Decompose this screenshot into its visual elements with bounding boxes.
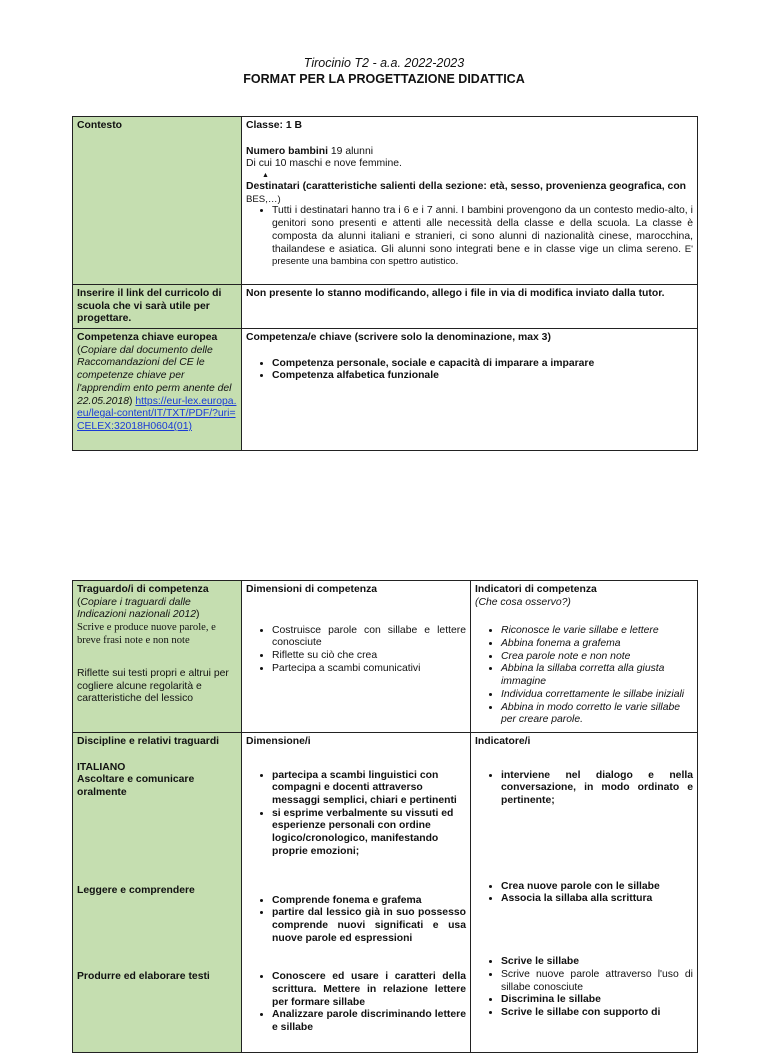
indicatore-heading: Indicatore/i <box>475 736 531 747</box>
ascoltare-label: Ascoltare e comunicare oralmente <box>77 774 195 799</box>
contesto-value-cell <box>242 117 698 285</box>
list-item: • partecipa a scambi linguistici con compagni e docenti attraverso messaggi semplici, chiari e pertinenti <box>272 770 466 808</box>
list-item: • Conoscere ed usare i caratteri della scrittura. Mettere in relazione lettere per formare sillabe <box>272 971 466 1009</box>
list-item: • partire dal lessico già in suo possesso comprende nuovi significati e usa nuove parole ed espressioni <box>272 907 466 945</box>
list-item: • Crea nuove parole con le sillabe <box>501 881 693 894</box>
competenza-label-cell <box>73 329 242 451</box>
list-item: • Abbina fonema a grafema <box>501 638 693 651</box>
list-item: • Scrive le sillabe <box>501 956 693 969</box>
traguardo-note: (Copiare i traguardi dalle Indicazioni nazionali 2012) <box>77 596 200 621</box>
list-item: • Abbina in modo corretto le varie sillabe per creare parole. <box>501 702 693 727</box>
di-cui-text: Di cui 10 maschi e nove femmine. <box>246 158 402 170</box>
produrre-dim-list <box>246 971 466 1034</box>
document-title: FORMAT PER LA PROGETTAZIONE DIDATTICA <box>243 72 525 86</box>
ascoltare-ind-list <box>475 770 693 808</box>
ascoltare-dim-list <box>246 770 466 859</box>
produrre-ind-list <box>475 956 693 1019</box>
list-item: • Competenza alfabetica funzionale <box>272 370 693 383</box>
contesto-label: Contesto <box>77 120 123 131</box>
list-item: • si esprime verbalmente su vissuti ed esperienze personali con ordine logico/cronologico, manifestando proprie emozioni; <box>272 808 466 859</box>
celex-link[interactable]: https://eur-lex.europa.eu/legal-content/IT/TXT/PDF/?uri=CELEX:32018H0604(01) <box>77 395 237 432</box>
competence-table <box>72 580 698 1053</box>
traguardo-label: Traguardo/i di competenza <box>77 584 209 595</box>
dimensione-cell <box>242 733 471 1053</box>
destinatari-tail: BES,…) <box>246 193 281 205</box>
list-item: • Individua correttamente le sillabe iniziali <box>501 689 693 702</box>
destinatari-label: Destinatari (caratteristiche salienti della sezione: età, sesso, provenienza geografica, con <box>246 181 687 193</box>
list-item: • Partecipa a scambi comunicativi <box>272 663 466 676</box>
subject-italiano: ITALIANO <box>77 761 126 773</box>
competenza-value-cell <box>242 329 698 451</box>
contesto-label-cell <box>73 117 242 285</box>
list-item: • Crea parole note e non note <box>501 651 693 664</box>
list-item: • interviene nel dialogo e nella conversazione, in modo ordinato e pertinente; <box>501 770 693 808</box>
arrow-up-icon: ▲ <box>262 172 269 180</box>
curricolo-value-cell <box>242 285 698 329</box>
curricolo-label: Inserire il link del curricolo di scuola che vi sarà utile per progettare. <box>77 288 222 325</box>
list-item: • Riconosce le varie sillabe e lettere <box>501 625 693 638</box>
indicatori-cell <box>471 581 698 733</box>
list-item: • Competenza personale, sociale e capacità di imparare a imparare <box>272 358 693 371</box>
dimensioni-list <box>246 625 466 676</box>
leggere-dim-list <box>246 895 466 946</box>
list-item: • Scrive nuove parole attraverso l'uso di sillabe conosciute <box>501 969 693 994</box>
list-item: • Scrive le sillabe con supporto di <box>501 1007 693 1020</box>
competenza-heading: Competenza/e chiave (scrivere solo la denominazione, max 3) <box>246 332 551 344</box>
context-table <box>72 116 698 451</box>
indicatori-subheading: (Che cosa osservo?) <box>475 596 571 608</box>
list-item: • Associa la sillaba alla scrittura <box>501 893 693 906</box>
list-item: • Analizzare parole discriminando lettere e sillabe <box>272 1009 466 1034</box>
list-item: • Costruisce parole con sillabe e lettere conosciute <box>272 625 466 650</box>
competenza-note: (Copiare dal documento delle Raccomandazioni del CE le competenze chiave per l'apprendim ento perm anente del 22.05.2018) https://eur-lex.europa.eu/legal-content/IT/TXT/PDF/?uri=CELEX:32018H0604(01) <box>77 344 237 432</box>
leggere-label: Leggere e comprendere <box>77 884 195 896</box>
produrre-label: Produrre ed elaborare testi <box>77 971 210 983</box>
competenze-list <box>246 358 693 383</box>
traguardo-cell <box>73 581 242 733</box>
discipline-cell <box>73 733 242 1053</box>
traguardo-text-2: Riflette sui testi propri e altrui per cogliere alcune regolarità e caratteristiche del lessico <box>77 667 229 705</box>
document-subtitle: Tirocinio T2 - a.a. 2022-2023 <box>303 56 465 70</box>
dimensioni-heading: Dimensioni di competenza <box>246 584 378 595</box>
list-item: • Comprende fonema e grafema <box>272 895 466 908</box>
discipline-label: Discipline e relativi traguardi <box>77 736 220 747</box>
leggere-ind-list <box>475 881 693 906</box>
list-item: • Riflette su ciò che crea <box>272 650 466 663</box>
dimensioni-cell <box>242 581 471 733</box>
indicatori-heading: Indicatori di competenza <box>475 584 597 595</box>
competenza-label: Competenza chiave europea <box>77 332 218 344</box>
indicatore-cell <box>471 733 698 1053</box>
classe-text: Classe: 1 B <box>246 120 303 131</box>
numero-bambini: Numero bambini 19 alunni <box>246 145 374 157</box>
destinatari-description: • Tutti i destinatari hanno tra i 6 e i 7 anni. I bambini provengono da un contesto medio-alto, i genitori sono presenti e attenti alle necessità della classe e della scuola. La classe è composta da alunni italiani e stranieri, ci sono alunni di nazionalità cinese, marocchina, thailandese e asiatica. Gli alunni sono integrati bene e in classe vige un clima sereno. E' presente una bambina con spettro autistico. <box>272 205 693 268</box>
list-item: • Abbina la sillaba corretta alla giusta immagine <box>501 663 693 688</box>
dimensione-heading: Dimensione/i <box>246 736 311 747</box>
traguardo-text-1: Scrive e produce nuove parole, e breve frasi note e non note <box>77 622 216 646</box>
list-item: • Discrimina le sillabe <box>501 994 693 1007</box>
indicatori-list <box>475 625 693 727</box>
curricolo-value: Non presente lo stanno modificando, allego i file in via di modifica inviato dalla tutor. <box>246 288 665 299</box>
curricolo-label-cell <box>73 285 242 329</box>
